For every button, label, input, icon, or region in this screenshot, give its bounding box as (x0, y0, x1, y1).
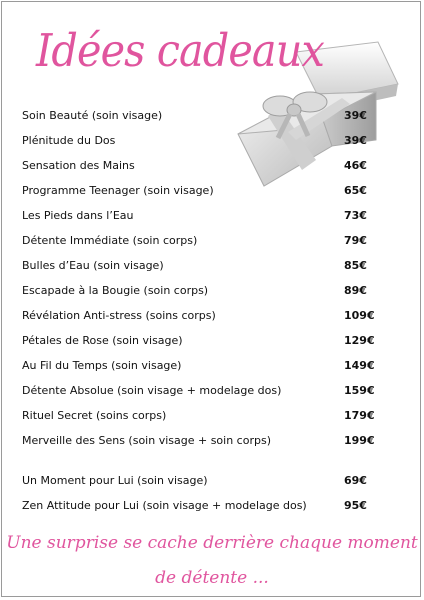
item-name: Détente Immédiate (soin corps) (22, 234, 198, 247)
item-price: 149€ (344, 359, 375, 372)
page-title: Idées cadeaux (36, 24, 324, 77)
item-name: Au Fil du Temps (soin visage) (22, 359, 182, 372)
list-item (22, 384, 382, 404)
list-item (22, 159, 382, 179)
item-name: Détente Absolue (soin visage + modelage dos) (22, 384, 282, 397)
item-name: Rituel Secret (soins corps) (22, 409, 167, 422)
item-price: 199€ (344, 434, 375, 447)
item-price: 73€ (344, 209, 367, 222)
list-item (22, 209, 382, 229)
item-name: Pétales de Rose (soin visage) (22, 334, 183, 347)
list-item (22, 474, 382, 494)
item-price: 39€ (344, 134, 367, 147)
item-name: Soin Beauté (soin visage) (22, 109, 163, 122)
item-price: 159€ (344, 384, 375, 397)
item-price: 89€ (344, 284, 367, 297)
list-item (22, 309, 382, 329)
item-price: 69€ (344, 474, 367, 487)
list-item (22, 409, 382, 429)
item-price: 129€ (344, 334, 375, 347)
item-name: Sensation des Mains (22, 159, 135, 172)
item-name: Révélation Anti-stress (soins corps) (22, 309, 216, 322)
item-price: 179€ (344, 409, 375, 422)
list-item (22, 359, 382, 379)
list-item (22, 434, 382, 454)
list-item (22, 184, 382, 204)
list-item (22, 499, 382, 519)
item-name: Un Moment pour Lui (soin visage) (22, 474, 208, 487)
item-price: 46€ (344, 159, 367, 172)
item-name: Zen Attitude pour Lui (soin visage + modelage dos) (22, 499, 307, 512)
item-name: Merveille des Sens (soin visage + soin corps) (22, 434, 271, 447)
list-item (22, 134, 382, 154)
item-price: 85€ (344, 259, 367, 272)
list-item (22, 284, 382, 304)
list-item (22, 234, 382, 254)
item-name: Bulles d’Eau (soin visage) (22, 259, 164, 272)
list-item (22, 109, 382, 129)
item-price: 109€ (344, 309, 375, 322)
list-item (22, 259, 382, 279)
item-name: Les Pieds dans l’Eau (22, 209, 134, 222)
item-price: 65€ (344, 184, 367, 197)
item-price: 39€ (344, 109, 367, 122)
item-price: 79€ (344, 234, 367, 247)
item-name: Escapade à la Bougie (soin corps) (22, 284, 209, 297)
item-name: Plénitude du Dos (22, 134, 116, 147)
item-name: Programme Teenager (soin visage) (22, 184, 214, 197)
footer-line-2: de détente ... (155, 568, 269, 588)
item-price: 95€ (344, 499, 367, 512)
list-item (22, 334, 382, 354)
footer-line-1: Une surprise se cache derrière chaque moment (6, 533, 418, 553)
